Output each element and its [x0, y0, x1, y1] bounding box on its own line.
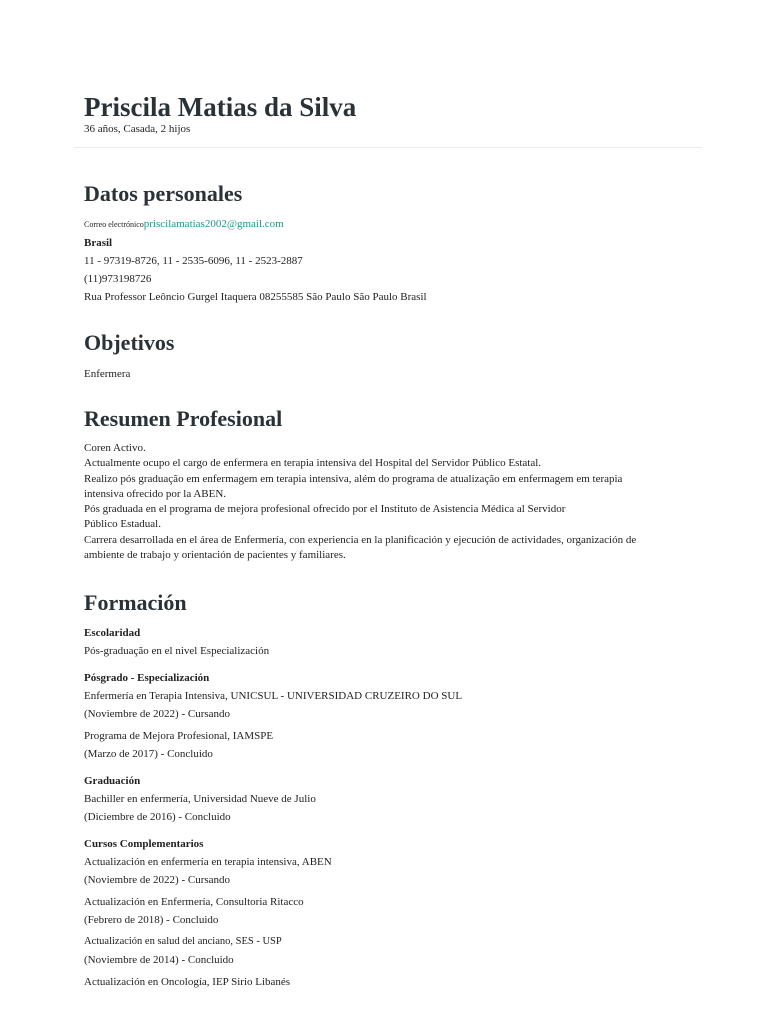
summary-line: ambiente de trabajo y orientación de pacientes y familiares. — [84, 549, 346, 562]
summary-line: intensiva ofrecido por la ABEN. — [84, 487, 227, 500]
email-label: Correo electrónico — [84, 220, 144, 229]
course-item-name: Actualización en Enfermería, Consultoria Ritacco — [84, 896, 304, 908]
summary-text — [84, 441, 704, 563]
graduation-item-name: Bachiller en enfermería, Universidad Nueve de Julio — [84, 793, 316, 805]
summary-line: Carrera desarrollada en el área de Enfermería, con experiencia en la planificación y ejecución de actividades, organización de — [84, 533, 637, 546]
section-title-objectives: Objetivos — [84, 330, 175, 355]
postgrad-item-date: (Marzo de 2017) - Concluido — [84, 748, 213, 760]
postgrad-item-date: (Noviembre de 2022) - Cursando — [84, 708, 231, 720]
summary-line: Coren Activo. — [84, 442, 146, 454]
email-row — [84, 215, 684, 234]
section-title-education: Formación — [84, 590, 187, 615]
course-item-name: Actualización en Oncología, IEP Sirio Libanés — [84, 976, 291, 988]
courses-label: Cursos Complementarios — [84, 838, 204, 850]
section-title-personal: Datos personales — [84, 181, 243, 206]
objective-text: Enfermera — [84, 368, 131, 380]
course-item-date: (Febrero de 2018) - Concluido — [84, 914, 219, 926]
summary-line: Realizo pós graduação em enfermagem em terapia intensiva, além do programa de atualização em enfermagem em terapia — [84, 472, 623, 485]
section-title-summary: Resumen Profesional — [84, 406, 283, 431]
header-divider — [74, 147, 702, 148]
resume-header — [84, 92, 704, 135]
mobile-phone: (11)973198726 — [84, 273, 152, 285]
summary-line: Actualmente ocupo el cargo de enfermera en terapia intensiva del Hospital del Servidor Público Estatal. — [84, 457, 542, 470]
country: Brasil — [84, 237, 113, 249]
candidate-name: Priscila Matias da Silva — [84, 92, 357, 122]
graduation-item-date: (Diciembre de 2016) - Concluido — [84, 811, 231, 823]
summary-line: Público Estadual. — [84, 518, 161, 531]
course-item-date: (Noviembre de 2014) - Concluido — [84, 954, 234, 966]
objectives-section — [84, 330, 684, 383]
email-link[interactable]: priscilamatias2002@gmail.com — [143, 218, 284, 230]
postgrad-label: Pósgrado - Especialización — [84, 672, 210, 684]
course-item-date: (Noviembre de 2022) - Cursando — [84, 874, 231, 886]
course-item-name: Actualización en enfermería en terapia intensiva, ABEN — [84, 856, 332, 868]
postgrad-item-name: Enfermería en Terapia Intensiva, UNICSUL - UNIVERSIDAD CRUZEIRO DO SUL — [84, 690, 463, 702]
phones: 11 - 97319-8726, 11 - 2535-6096, 11 - 2523-2887 — [84, 255, 303, 267]
course-item-name: Actualización en salud del anciano, SES - USP — [84, 936, 282, 947]
address: Rua Professor Leôncio Gurgel Itaquera 08255585 São Paulo São Paulo Brasil — [84, 291, 427, 303]
personal-data-section — [84, 181, 684, 306]
summary-line: Pós graduada en el programa de mejora profesional ofrecido por el Instituto de Asistencia Médica al Servidor — [84, 503, 566, 516]
postgrad-item-name: Programa de Mejora Profesional, IAMSPE — [84, 730, 274, 742]
summary-section — [84, 406, 704, 563]
schooling-label: Escolaridad — [84, 627, 141, 639]
schooling-value: Pós-graduação en el nivel Especialización — [84, 645, 270, 657]
graduation-label: Graduación — [84, 775, 141, 787]
candidate-subtitle: 36 años, Casada, 2 hijos — [84, 123, 191, 135]
education-section — [84, 590, 684, 991]
